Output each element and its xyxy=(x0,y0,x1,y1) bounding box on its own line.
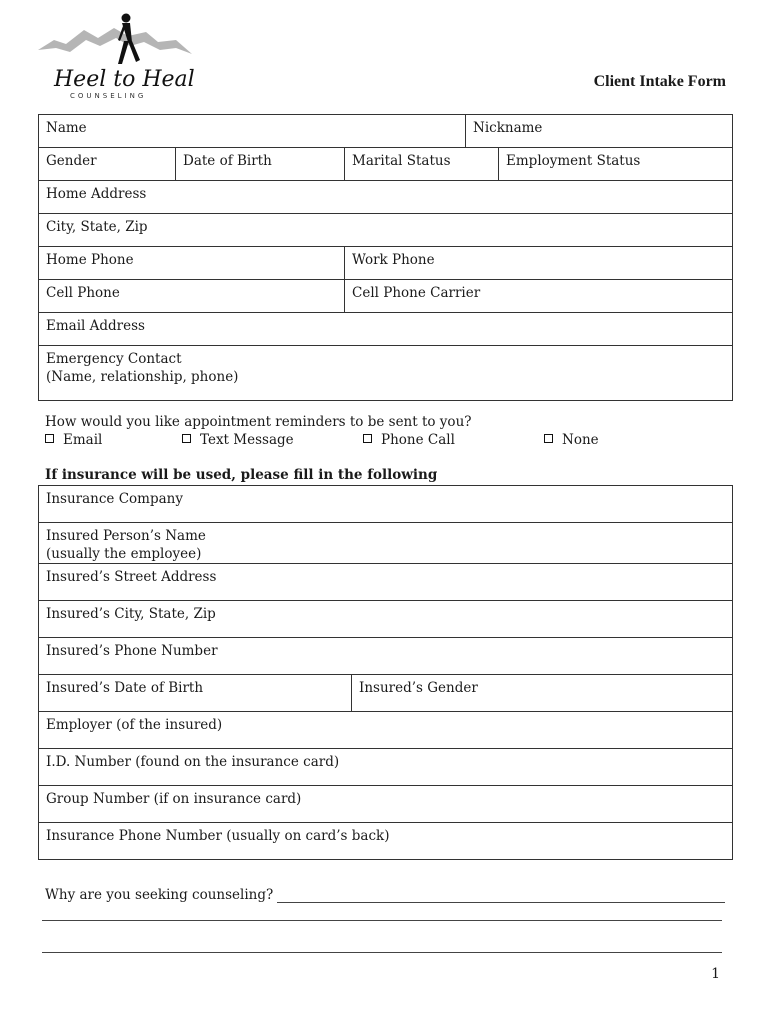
insured-city-label: Insured’s City, State, Zip xyxy=(46,606,216,622)
cell-carrier-field[interactable] xyxy=(345,280,733,313)
client-info-table xyxy=(38,114,733,401)
emergency-contact-field[interactable] xyxy=(39,346,733,401)
reminder-question: How would you like appointment reminders to be sent to you? xyxy=(45,414,472,430)
home-address-field[interactable] xyxy=(39,181,733,214)
home-phone-field[interactable] xyxy=(39,247,345,280)
id-number-label: I.D. Number (found on the insurance card) xyxy=(46,754,340,770)
insured-gender-label: Insured’s Gender xyxy=(359,680,478,696)
insured-phone-field[interactable] xyxy=(39,638,733,675)
reminder-option-label: Phone Call xyxy=(381,432,455,448)
insurance-company-field[interactable] xyxy=(39,486,733,523)
cell-phone-label: Cell Phone xyxy=(46,285,120,301)
reminder-option-email[interactable] xyxy=(45,432,102,448)
logo xyxy=(36,12,196,102)
emergency-contact-hint: (Name, relationship, phone) xyxy=(46,369,239,385)
gender-label: Gender xyxy=(46,153,97,169)
counseling-answer-line[interactable] xyxy=(277,888,725,903)
insurance-phone-field[interactable] xyxy=(39,823,733,860)
checkbox-icon[interactable] xyxy=(544,434,553,443)
home-address-label: Home Address xyxy=(46,186,147,202)
insurance-heading: If insurance will be used, please fill in the following xyxy=(45,467,438,483)
dob-label: Date of Birth xyxy=(183,153,272,169)
group-number-field[interactable] xyxy=(39,786,733,823)
insurance-table xyxy=(38,485,733,860)
form-title: Client Intake Form xyxy=(593,73,726,90)
employer-label: Employer (of the insured) xyxy=(46,717,223,733)
group-number-label: Group Number (if on insurance card) xyxy=(46,791,302,807)
counseling-reason-section xyxy=(45,887,725,903)
nickname-field[interactable] xyxy=(466,115,733,148)
cell-phone-field[interactable] xyxy=(39,280,345,313)
email-field[interactable] xyxy=(39,313,733,346)
insured-street-field[interactable] xyxy=(39,564,733,601)
employer-field[interactable] xyxy=(39,712,733,749)
insured-name-field[interactable] xyxy=(39,523,733,564)
insured-name-hint: (usually the employee) xyxy=(46,546,202,562)
insurance-phone-label: Insurance Phone Number (usually on card’s back) xyxy=(46,828,390,844)
employment-status-label: Employment Status xyxy=(506,153,641,169)
reminder-section xyxy=(45,414,735,452)
marital-status-label: Marital Status xyxy=(352,153,451,169)
answer-line[interactable] xyxy=(42,920,722,921)
marital-status-field[interactable] xyxy=(345,148,499,181)
reminder-option-label: Text Message xyxy=(200,432,294,448)
insured-street-label: Insured’s Street Address xyxy=(46,569,217,585)
insured-phone-label: Insured’s Phone Number xyxy=(46,643,218,659)
work-phone-label: Work Phone xyxy=(352,252,435,268)
emergency-contact-label: Emergency Contact xyxy=(46,351,182,367)
logo-text: Heel to Heal xyxy=(54,67,195,92)
insured-city-field[interactable] xyxy=(39,601,733,638)
reminder-option-text[interactable] xyxy=(182,432,294,448)
counseling-question: Why are you seeking counseling? xyxy=(45,887,274,903)
answer-line[interactable] xyxy=(42,952,722,953)
id-number-field[interactable] xyxy=(39,749,733,786)
reminder-option-label: Email xyxy=(63,432,103,448)
insured-dob-field[interactable] xyxy=(39,675,352,712)
insured-dob-label: Insured’s Date of Birth xyxy=(46,680,204,696)
insured-name-label: Insured Person’s Name xyxy=(46,528,206,544)
mountain-graphic xyxy=(38,28,192,54)
reminder-option-phone[interactable] xyxy=(363,432,455,448)
nickname-label: Nickname xyxy=(473,120,543,136)
name-label: Name xyxy=(46,120,87,136)
checkbox-icon[interactable] xyxy=(45,434,54,443)
cell-carrier-label: Cell Phone Carrier xyxy=(352,285,481,301)
reminder-option-label: None xyxy=(562,432,599,448)
gender-field[interactable] xyxy=(39,148,176,181)
page-number: 1 xyxy=(711,966,720,982)
home-phone-label: Home Phone xyxy=(46,252,134,268)
email-label: Email Address xyxy=(46,318,145,334)
city-state-zip-label: City, State, Zip xyxy=(46,219,148,235)
work-phone-field[interactable] xyxy=(345,247,733,280)
insured-gender-field[interactable] xyxy=(352,675,733,712)
insurance-company-label: Insurance Company xyxy=(46,491,183,507)
reminder-option-none[interactable] xyxy=(544,432,599,448)
checkbox-icon[interactable] xyxy=(182,434,191,443)
checkbox-icon[interactable] xyxy=(363,434,372,443)
employment-status-field[interactable] xyxy=(499,148,733,181)
city-state-zip-field[interactable] xyxy=(39,214,733,247)
name-field[interactable] xyxy=(39,115,466,148)
dob-field[interactable] xyxy=(176,148,345,181)
logo-subtext: COUNSELING xyxy=(70,92,147,100)
